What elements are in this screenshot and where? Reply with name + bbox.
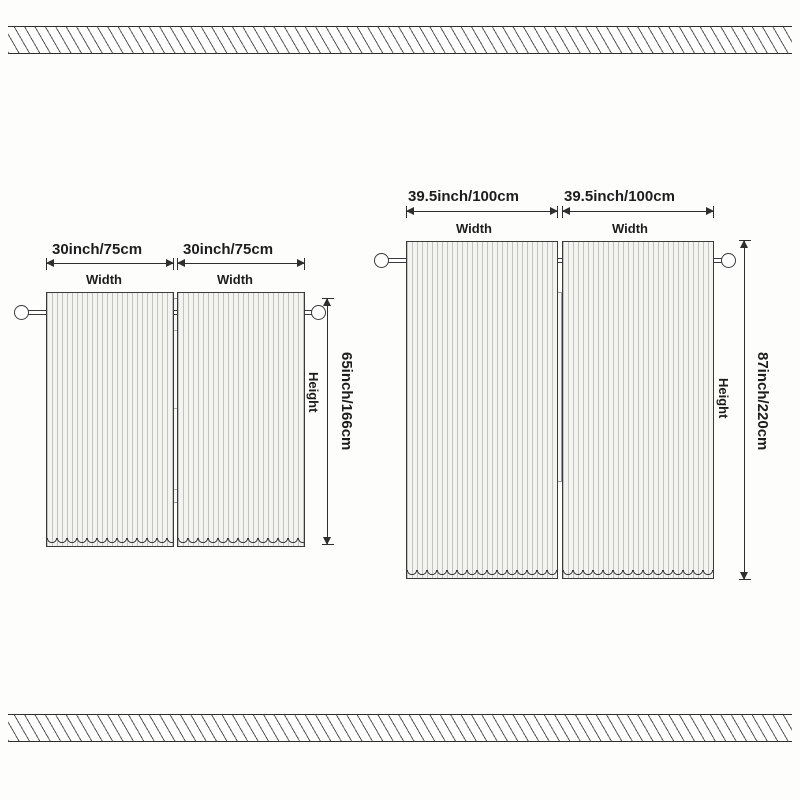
- small-left-curtain-bottom-scallop: [47, 538, 173, 547]
- large-rod-finial-left: [374, 253, 389, 268]
- large-height-dimension: [744, 240, 745, 580]
- small-left-curtain-top-scallop: [47, 292, 173, 301]
- large-left-width-dimension: [406, 211, 558, 212]
- small-right-curtain-top-scallop: [178, 292, 304, 301]
- hatched-band-top: [8, 26, 792, 54]
- small-height-value: 65inch/166cm: [338, 352, 355, 451]
- large-height-value: 87inch/220cm: [754, 352, 771, 451]
- small-right-width-value: 30inch/75cm: [183, 241, 274, 258]
- large-right-curtain-top-scallop: [563, 241, 713, 250]
- small-right-curtain-bottom-scallop: [178, 538, 304, 547]
- large-left-curtain-bottom-scallop: [407, 570, 557, 579]
- small-left-width-word: Width: [86, 272, 122, 287]
- small-height-dimension: [327, 298, 328, 545]
- large-right-curtain-panel: [562, 241, 714, 579]
- large-right-width-value: 39.5inch/100cm: [564, 188, 675, 205]
- large-left-curtain-panel: [406, 241, 558, 579]
- large-left-width-word: Width: [456, 221, 492, 236]
- small-right-width-dimension: [177, 263, 305, 264]
- small-left-curtain-panel: [46, 292, 174, 547]
- small-rod-finial-left: [14, 305, 29, 320]
- small-rod-finial-right: [311, 305, 326, 320]
- large-rod-finial-right: [721, 253, 736, 268]
- large-left-curtain-top-scallop: [407, 241, 557, 250]
- large-right-width-word: Width: [612, 221, 648, 236]
- large-right-curtain-bottom-scallop: [563, 570, 713, 579]
- small-height-word: Height: [306, 372, 321, 413]
- small-right-curtain-panel: [177, 292, 305, 547]
- small-right-width-word: Width: [217, 272, 253, 287]
- large-left-width-value: 39.5inch/100cm: [408, 188, 519, 205]
- hatched-band-bottom: [8, 714, 792, 742]
- large-height-word: Height: [716, 378, 731, 419]
- small-left-width-value: 30inch/75cm: [52, 241, 143, 258]
- large-right-width-dimension: [562, 211, 714, 212]
- small-left-width-dimension: [46, 263, 174, 264]
